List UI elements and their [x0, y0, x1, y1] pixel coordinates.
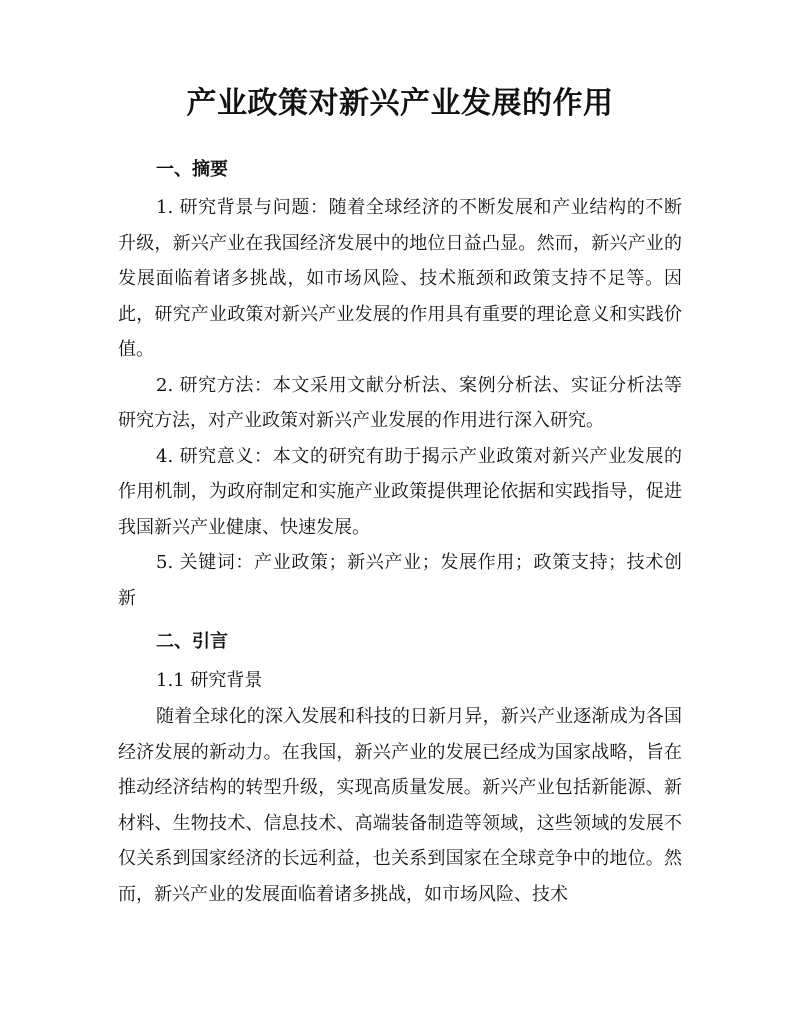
abstract-paragraph-significance: 4. 研究意义：本文的研究有助于揭示产业政策对新兴产业发展的作用机制，为政府制定和实施产业政策提供理论依据和实践指导，促进我国新兴产业健康、快速发展。: [118, 445, 682, 538]
section-heading-abstract: 一、摘要: [156, 159, 228, 180]
section-heading-introduction: 二、引言: [156, 631, 228, 652]
introduction-paragraph: 随着全球化的深入发展和科技的日新月异，新兴产业逐渐成为各国经济发展的新动力。在我国，新兴产业的发展已经成为国家战略，旨在推动经济结构的转型升级，实现高质量发展。新兴产业包括新能源、新材料、生物技术、信息技术、高端装备制造等领域，这些领域的发展不仅关系到国家经济的长远利益，也关系到国家在全球竞争中的地位。然而，新兴产业的发展面临着诸多挑战，如市场风险、技术: [118, 706, 682, 905]
document-title: 产业政策对新兴产业发展的作用: [186, 86, 614, 121]
abstract-paragraph-methods: 2. 研究方法：本文采用文献分析法、案例分析法、实证分析法等研究方法，对产业政策对新兴产业发展的作用进行深入研究。: [118, 374, 682, 431]
abstract-paragraph-background: 1. 研究背景与问题：随着全球经济的不断发展和产业结构的不断升级，新兴产业在我国经济发展中的地位日益凸显。然而，新兴产业的发展面临着诸多挑战，如市场风险、技术瓶颈和政策支持不足等。因此，研究产业政策对新兴产业发展的作用具有重要的理论意义和实践价值。: [118, 197, 682, 360]
abstract-paragraph-keywords: 5. 关键词：产业政策；新兴产业；发展作用；政策支持；技术创新: [118, 552, 682, 609]
subsection-heading-research-background: 1.1 研究背景: [156, 670, 263, 691]
